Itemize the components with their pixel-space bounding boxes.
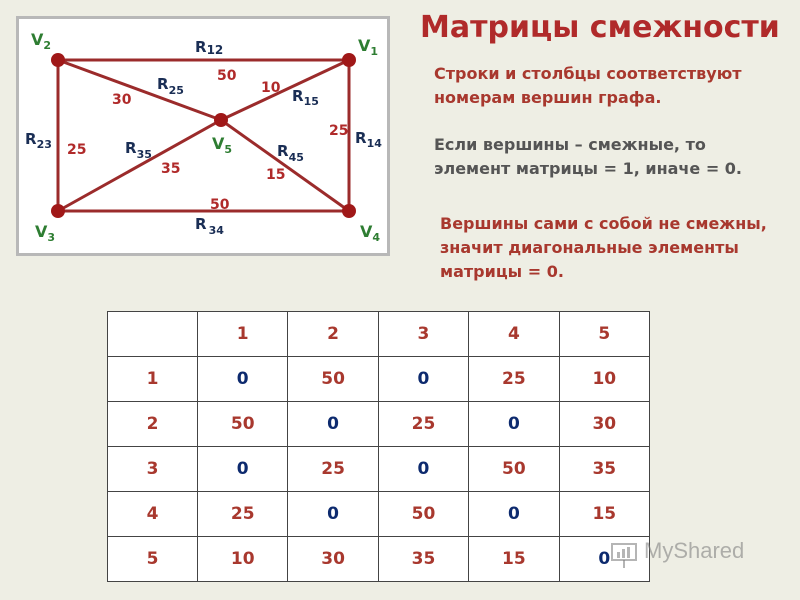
edge-label-r14: $R_{14}$ — [355, 129, 382, 150]
matrix-row — [108, 492, 650, 537]
edge-label-r25: $R_{25}$ — [157, 75, 184, 97]
matrix-cell: 0 — [469, 492, 559, 537]
weight-r14: 25 — [329, 123, 349, 139]
matrix-row-header: 2 — [108, 402, 198, 447]
matrix-cell: 15 — [469, 537, 559, 582]
matrix-cell: 0 — [378, 447, 468, 492]
matrix-col-header: 2 — [288, 312, 378, 357]
matrix-row — [108, 357, 650, 402]
edge-label-r23: $R_{23}$ — [25, 130, 52, 151]
weight-r23: 25 — [67, 142, 87, 158]
edge-label-r34: R $_{34}$ — [195, 215, 224, 237]
vertex-label-v5: $V_5$ — [212, 134, 233, 156]
matrix-row — [108, 537, 650, 582]
matrix-cell: 50 — [469, 447, 559, 492]
matrix-col-header: 4 — [469, 312, 559, 357]
weight-r25: 30 — [112, 92, 132, 108]
matrix-col-header: 1 — [198, 312, 288, 357]
edge-r25 — [58, 60, 221, 120]
matrix-row-header: 3 — [108, 447, 198, 492]
graph-diagram — [16, 16, 390, 256]
matrix-cell: 0 — [378, 357, 468, 402]
matrix-cell: 35 — [378, 537, 468, 582]
vertex-v5 — [214, 113, 228, 127]
weight-r12: 50 — [217, 68, 237, 84]
weight-r15: 10 — [261, 80, 281, 96]
matrix-cell: 15 — [559, 492, 649, 537]
edge-label-r15: $R_{15}$ — [292, 87, 319, 108]
paragraph-rows-columns: Строки и столбцы соответствуют номерам вершин графа. — [434, 64, 742, 107]
vertex-v2 — [51, 53, 65, 67]
matrix-cell: 0 — [288, 492, 378, 537]
page-title: Матрицы смежности — [420, 10, 780, 45]
edge-r35 — [58, 120, 221, 211]
vertex-label-v1: $V_1$ — [358, 36, 379, 58]
matrix-row-header: 4 — [108, 492, 198, 537]
matrix-cell: 25 — [469, 357, 559, 402]
weight-r45: 15 — [266, 167, 286, 183]
matrix-row — [108, 402, 650, 447]
matrix-cell: 10 — [198, 537, 288, 582]
edge-r15 — [221, 60, 349, 120]
matrix-cell: 0 — [198, 357, 288, 402]
matrix-cell: 25 — [378, 402, 468, 447]
matrix-cell: 50 — [288, 357, 378, 402]
matrix-cell: 0 — [469, 402, 559, 447]
presentation-icon — [610, 540, 642, 570]
edge-label-r12: R12 — [195, 38, 224, 57]
paragraph-diagonal-rule: Вершины сами с собой не смежны, значит диагональные элементы матрицы = 0. — [440, 214, 767, 281]
edge-label-r35: $R_{35}$ — [125, 139, 152, 161]
matrix-row-header: 5 — [108, 537, 198, 582]
watermark-logo: MyShared — [644, 538, 745, 563]
matrix-col-header: 3 — [378, 312, 468, 357]
matrix-row — [108, 447, 650, 492]
matrix-cell: 25 — [288, 447, 378, 492]
vertex-v4 — [342, 204, 356, 218]
adjacency-matrix-table — [107, 311, 650, 582]
vertex-v1 — [342, 53, 356, 67]
matrix-cell: 10 — [559, 357, 649, 402]
matrix-cell: 25 — [198, 492, 288, 537]
weight-r35: 35 — [161, 161, 181, 177]
vertex-label-v3: $V_3$ — [35, 222, 56, 244]
matrix-cell: 0 — [198, 447, 288, 492]
matrix-cell: 0 — [288, 402, 378, 447]
vertex-v3 — [51, 204, 65, 218]
matrix-corner-cell — [108, 312, 198, 357]
vertex-label-v4: $V_4$ — [360, 222, 381, 244]
vertex-label-v2: $V_2$ — [31, 30, 52, 52]
graph-svg — [19, 19, 387, 253]
matrix-cell: 0 — [559, 537, 649, 582]
matrix-header-row — [108, 312, 650, 357]
matrix-cell: 30 — [559, 402, 649, 447]
matrix-cell: 50 — [198, 402, 288, 447]
weight-r34: 50 — [210, 197, 230, 213]
matrix-cell: 30 — [288, 537, 378, 582]
edge-label-r45: $R_{45}$ — [277, 142, 304, 164]
matrix-cell: 35 — [559, 447, 649, 492]
paragraph-adjacency-rule: Если вершины – смежные, то элемент матрицы = 1, иначе = 0. — [434, 135, 743, 178]
matrix-col-header: 5 — [559, 312, 649, 357]
matrix-row-header: 1 — [108, 357, 198, 402]
matrix-cell: 50 — [378, 492, 468, 537]
